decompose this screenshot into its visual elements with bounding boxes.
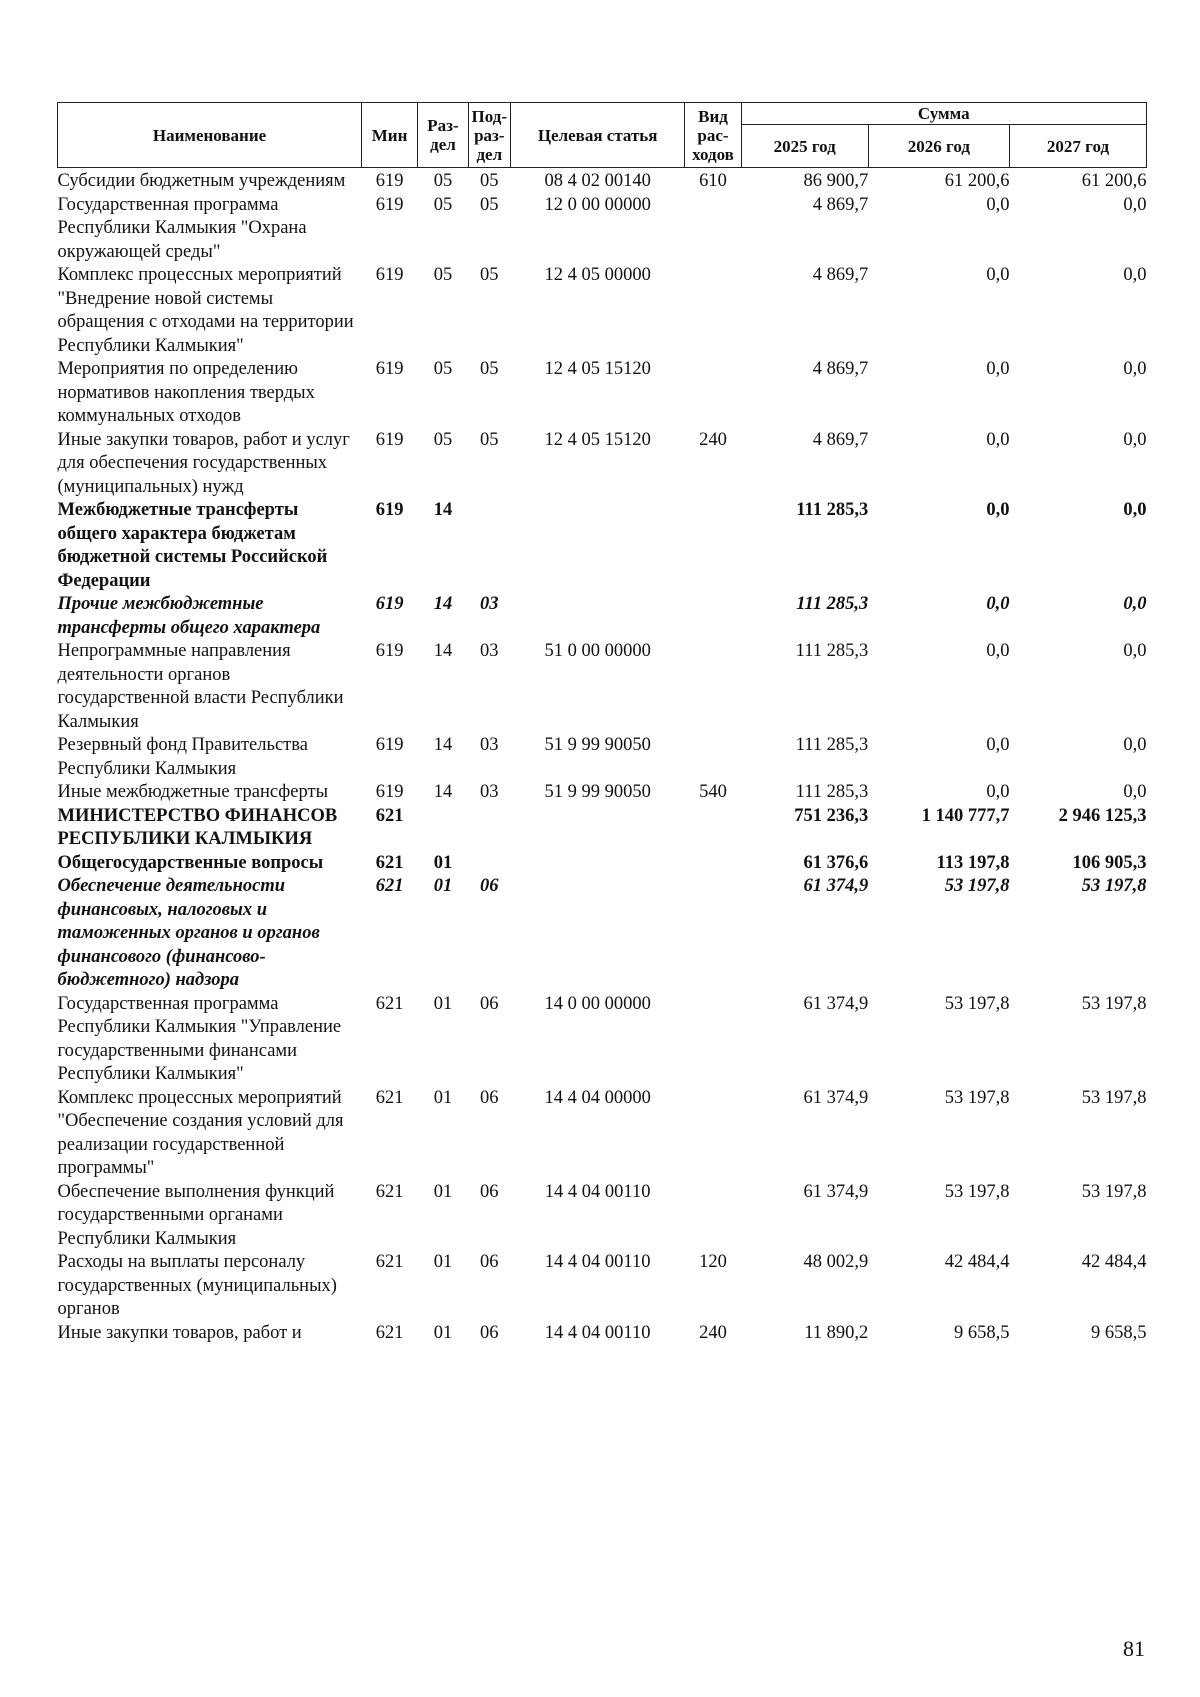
table-cell-vid: 240 xyxy=(699,1322,727,1343)
table-row xyxy=(58,194,1147,265)
table-cell-podrazdel: 06 xyxy=(480,1252,499,1272)
header-year-2027: 2027 год xyxy=(1010,125,1147,168)
table-cell-min: 621 xyxy=(375,805,404,826)
table-cell-2027: 0,0 xyxy=(1123,641,1147,661)
table-cell-vid xyxy=(685,734,741,781)
table-cell-name: Непрограммные направления деятельности органов государственной власти Республики Калмыкия xyxy=(57,641,344,732)
table-row xyxy=(58,168,1147,194)
table-cell-target: 12 4 05 15120 xyxy=(544,429,651,450)
table-cell-razdel: 05 xyxy=(433,359,453,379)
table-cell-2026: 0,0 xyxy=(986,500,1010,520)
table-cell-target xyxy=(510,852,685,876)
table-cell-target: 14 4 04 00000 xyxy=(544,1087,651,1108)
table-cell-2026: 42 484,4 xyxy=(944,1252,1010,1272)
budget-table xyxy=(57,102,1147,1345)
table-cell-min: 619 xyxy=(375,500,404,520)
table-cell-razdel: 05 xyxy=(433,265,453,285)
table-cell-2027: 106 905,3 xyxy=(1072,852,1147,873)
table-cell-target xyxy=(510,593,685,640)
table-cell-2026: 0,0 xyxy=(986,641,1010,661)
table-cell-razdel: 01 xyxy=(433,1252,453,1272)
header-razdel: Раз-дел xyxy=(418,103,469,168)
table-cell-2026: 53 197,8 xyxy=(944,993,1010,1014)
table-cell-target: 12 0 00 00000 xyxy=(544,194,651,215)
table-cell-vid xyxy=(685,993,741,1087)
table-cell-2025: 61 374,9 xyxy=(803,876,869,896)
table-cell-razdel: 01 xyxy=(433,993,453,1014)
table-cell-2026: 53 197,8 xyxy=(944,876,1010,896)
table-cell-razdel: 14 xyxy=(433,735,453,755)
table-cell-razdel: 05 xyxy=(433,194,453,215)
table-cell-2027: 9 658,5 xyxy=(1091,1322,1147,1343)
table-cell-2027: 0,0 xyxy=(1123,429,1147,450)
table-row xyxy=(58,1322,1147,1346)
table-cell-2025: 4 869,7 xyxy=(812,194,869,215)
table-cell-target: 08 4 02 00140 xyxy=(544,171,651,191)
table-cell-2025: 111 285,3 xyxy=(795,641,869,661)
table-cell-2026: 0,0 xyxy=(986,194,1010,215)
table-cell-target xyxy=(510,875,685,993)
table-cell-min: 619 xyxy=(375,641,404,661)
table-cell-vid xyxy=(685,805,741,852)
table-cell-vid xyxy=(685,358,741,429)
table-cell-2027: 61 200,6 xyxy=(1081,171,1147,191)
page-number: 81 xyxy=(1123,1636,1145,1661)
table-cell-min: 619 xyxy=(375,359,404,379)
table-cell-2025: 4 869,7 xyxy=(812,429,869,450)
table-cell-min: 621 xyxy=(375,876,404,896)
table-cell-target xyxy=(510,499,685,593)
table-cell-2025: 4 869,7 xyxy=(812,359,869,379)
table-cell-2025: 4 869,7 xyxy=(812,265,869,285)
table-cell-razdel: 01 xyxy=(433,1181,453,1202)
table-cell-razdel: 14 xyxy=(433,500,453,520)
header-year-2026: 2026 год xyxy=(868,125,1009,168)
table-cell-podrazdel: 06 xyxy=(480,1087,499,1108)
table-cell-min: 621 xyxy=(375,1181,404,1202)
table-cell-min: 621 xyxy=(375,852,404,873)
table-cell-2025: 86 900,7 xyxy=(803,171,869,191)
table-cell-razdel: 14 xyxy=(433,594,453,614)
table-cell-vid xyxy=(685,499,741,593)
table-cell-name: Иные закупки товаров, работ и услуг для обеспечения государственных (муниципальных) нужд xyxy=(57,429,350,497)
table-cell-razdel: 05 xyxy=(433,429,453,450)
table-cell-name: Комплекс процессных мероприятий "Обеспечение создания условий для реализации государственной программы" xyxy=(57,1087,344,1178)
table-row xyxy=(58,640,1147,734)
table-cell-2027: 53 197,8 xyxy=(1081,993,1147,1014)
header-summa: Сумма xyxy=(741,103,1146,125)
table-row xyxy=(58,1251,1147,1322)
table-cell-razdel: 01 xyxy=(433,876,453,896)
table-cell-vid xyxy=(685,640,741,734)
table-cell-target xyxy=(510,805,685,852)
table-cell-vid xyxy=(685,875,741,993)
table-cell-podrazdel: 03 xyxy=(480,594,499,614)
table-cell-2025: 61 374,9 xyxy=(803,1181,869,1202)
table-row xyxy=(58,264,1147,358)
table-cell-vid: 540 xyxy=(699,782,727,802)
table-cell-name: Мероприятия по определению нормативов накопления твердых коммунальных отходов xyxy=(57,359,315,426)
table-cell-podrazdel: 05 xyxy=(480,194,499,215)
table-cell-2025: 751 236,3 xyxy=(794,805,869,826)
table-cell-vid: 120 xyxy=(699,1252,727,1272)
table-cell-2025: 61 376,6 xyxy=(803,852,869,873)
table-row xyxy=(58,593,1147,640)
table-cell-razdel: 01 xyxy=(433,1322,453,1343)
table-row xyxy=(58,358,1147,429)
table-cell-2027: 53 197,8 xyxy=(1081,1087,1147,1108)
table-cell-2025: 111 285,3 xyxy=(795,782,869,802)
table-cell-target: 14 4 04 00110 xyxy=(544,1181,651,1202)
table-row xyxy=(58,1181,1147,1252)
table-cell-2026: 113 197,8 xyxy=(936,852,1010,873)
table-cell-podrazdel: 06 xyxy=(480,876,499,896)
table-cell-target: 51 9 99 90050 xyxy=(544,735,651,755)
table-body xyxy=(58,168,1147,1346)
table-cell-name: Прочие межбюджетные трансферты общего характера xyxy=(57,594,321,638)
table-cell-2026: 0,0 xyxy=(986,429,1010,450)
table-cell-2027: 53 197,8 xyxy=(1081,876,1147,896)
table-row xyxy=(58,429,1147,500)
table-cell-2026: 0,0 xyxy=(986,359,1010,379)
table-cell-2026: 9 658,5 xyxy=(954,1322,1010,1343)
table-cell-name: Резервный фонд Правительства Республики Калмыкия xyxy=(57,735,308,779)
table-row xyxy=(58,993,1147,1087)
table-cell-2026: 0,0 xyxy=(986,265,1010,285)
table-cell-name: МИНИСТЕРСТВО ФИНАНСОВ РЕСПУБЛИКИ КАЛМЫКИЯ xyxy=(57,805,338,849)
table-cell-2026: 1 140 777,7 xyxy=(921,805,1010,826)
table-row xyxy=(58,734,1147,781)
table-cell-vid xyxy=(685,194,741,265)
table-cell-2026: 53 197,8 xyxy=(944,1087,1010,1108)
table-cell-2025: 111 285,3 xyxy=(795,735,869,755)
table-cell-vid: 610 xyxy=(699,171,727,191)
table-cell-name: Государственная программа Республики Калмыкия "Управление государственными финансами Республики Калмыкия" xyxy=(57,993,342,1084)
table-cell-podrazdel xyxy=(468,852,510,876)
table-header xyxy=(58,103,1147,168)
table-cell-podrazdel: 03 xyxy=(480,641,499,661)
table-cell-min: 619 xyxy=(375,594,404,614)
table-cell-podrazdel: 06 xyxy=(480,1181,499,1202)
table-cell-min: 621 xyxy=(375,1087,404,1108)
table-cell-min: 619 xyxy=(375,782,404,802)
table-cell-podrazdel: 06 xyxy=(480,993,499,1014)
table-cell-target: 51 0 00 00000 xyxy=(544,641,651,661)
table-cell-name: Расходы на выплаты персоналу государственных (муниципальных) органов xyxy=(57,1252,337,1319)
table-cell-min: 621 xyxy=(375,993,404,1014)
table-cell-min: 621 xyxy=(375,1252,404,1272)
table-cell-2027: 0,0 xyxy=(1123,735,1147,755)
table-cell-name: Субсидии бюджетным учреждениям xyxy=(57,171,346,191)
header-name: Наименование xyxy=(58,103,362,168)
table-cell-2025: 61 374,9 xyxy=(803,1087,869,1108)
table-cell-2027: 0,0 xyxy=(1123,594,1147,614)
table-cell-2026: 61 200,6 xyxy=(944,171,1010,191)
table-cell-2027: 2 946 125,3 xyxy=(1058,805,1147,826)
table-cell-target: 12 4 05 00000 xyxy=(544,265,651,285)
table-cell-razdel: 01 xyxy=(433,852,453,873)
table-row xyxy=(58,1087,1147,1181)
table-cell-vid xyxy=(685,593,741,640)
table-cell-name: Государственная программа Республики Калмыкия "Охрана окружающей среды" xyxy=(57,194,307,262)
table-cell-2025: 111 285,3 xyxy=(796,594,869,614)
table-cell-name: Обеспечение выполнения функций государственными органами Республики Калмыкия xyxy=(57,1181,335,1249)
table-cell-podrazdel: 03 xyxy=(480,735,499,755)
table-cell-podrazdel: 03 xyxy=(480,782,499,802)
table-row xyxy=(58,499,1147,593)
table-cell-2027: 42 484,4 xyxy=(1081,1252,1147,1272)
table-cell-razdel: 14 xyxy=(433,782,453,802)
table-cell-vid xyxy=(685,1087,741,1181)
table-cell-target: 14 0 00 00000 xyxy=(544,993,651,1014)
header-min: Мин xyxy=(362,103,418,168)
table-cell-2027: 0,0 xyxy=(1123,359,1147,379)
header-podrazdel: Под-раз-дел xyxy=(468,103,510,168)
table-cell-razdel xyxy=(418,805,469,852)
table-cell-target: 14 4 04 00110 xyxy=(544,1322,651,1343)
table-row xyxy=(58,805,1147,852)
table-cell-2027: 0,0 xyxy=(1123,265,1147,285)
table-cell-razdel: 14 xyxy=(433,641,453,661)
table-cell-min: 619 xyxy=(375,735,404,755)
table-cell-2026: 0,0 xyxy=(986,594,1010,614)
table-cell-min: 619 xyxy=(375,171,404,191)
table-cell-name: Межбюджетные трансферты общего характера бюджетам бюджетной системы Российской Федерации xyxy=(57,500,328,591)
table-row xyxy=(58,852,1147,876)
table-cell-2027: 0,0 xyxy=(1123,194,1147,215)
table-cell-target: 14 4 04 00110 xyxy=(544,1252,651,1272)
table-cell-razdel: 05 xyxy=(433,171,453,191)
table-cell-2025: 111 285,3 xyxy=(796,500,869,520)
table-cell-podrazdel: 05 xyxy=(480,429,499,450)
table-cell-min: 621 xyxy=(375,1322,404,1343)
table-cell-podrazdel: 05 xyxy=(480,359,499,379)
table-cell-vid xyxy=(685,264,741,358)
table-cell-vid: 240 xyxy=(699,429,727,450)
table-cell-2025: 48 002,9 xyxy=(803,1252,869,1272)
table-cell-podrazdel: 05 xyxy=(480,265,499,285)
table-cell-2027: 0,0 xyxy=(1123,500,1147,520)
table-cell-target: 12 4 05 15120 xyxy=(544,359,651,379)
header-target: Целевая статья xyxy=(510,103,685,168)
table-cell-vid xyxy=(685,852,741,876)
table-cell-name: Общегосударственные вопросы xyxy=(57,852,324,873)
table-cell-razdel: 01 xyxy=(433,1087,453,1108)
table-cell-podrazdel xyxy=(468,805,510,852)
table-cell-min: 619 xyxy=(375,429,404,450)
table-cell-podrazdel xyxy=(468,499,510,593)
table-cell-2026: 0,0 xyxy=(986,735,1010,755)
table-cell-target: 51 9 99 90050 xyxy=(544,782,651,802)
table-cell-2025: 11 890,2 xyxy=(804,1322,869,1343)
table-row xyxy=(58,875,1147,993)
table-row xyxy=(58,781,1147,805)
table-cell-2025: 61 374,9 xyxy=(803,993,869,1014)
table-cell-2027: 0,0 xyxy=(1123,782,1147,802)
table-cell-name: Иные закупки товаров, работ и xyxy=(57,1322,302,1343)
table-cell-min: 619 xyxy=(375,265,404,285)
table-cell-min: 619 xyxy=(375,194,404,215)
table-cell-podrazdel: 05 xyxy=(480,171,499,191)
table-cell-vid xyxy=(685,1181,741,1252)
table-cell-name: Комплекс процессных мероприятий "Внедрение новой системы обращения с отходами на территории Республики Калмыкия" xyxy=(57,265,354,356)
header-vid: Вид рас-ходов xyxy=(685,103,741,168)
table-cell-2026: 0,0 xyxy=(986,782,1010,802)
table-cell-name: Обеспечение деятельности финансовых, налоговых и таможенных органов и органов финансового (финансово-бюджетного) надзора xyxy=(57,876,320,990)
table-cell-2027: 53 197,8 xyxy=(1081,1181,1147,1202)
table-cell-2026: 53 197,8 xyxy=(944,1181,1010,1202)
table-cell-name: Иные межбюджетные трансферты xyxy=(57,782,329,802)
header-year-2025: 2025 год xyxy=(741,125,868,168)
table-cell-podrazdel: 06 xyxy=(480,1322,499,1343)
